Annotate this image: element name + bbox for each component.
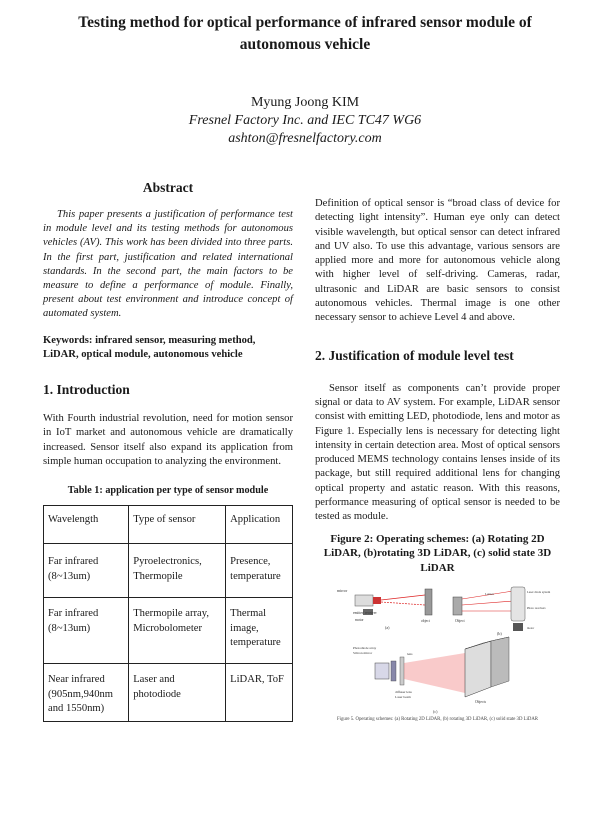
introduction-text: With Fourth industrial revolution, need for motion sensor in IoT market and autonomous vehicle are dramatically increased. Sensor itself also expand its application from simple human occupation to analyzing the environment. [43, 413, 293, 467]
label-emitter-receiver: emitter/ receiver [353, 611, 377, 616]
table-row [44, 544, 293, 598]
optical-sensor-definition-text: Definition of optical sensor is “broad class of device for detecting light intensity”. Human eye only can detect visible wavelength, but optical sensor can detect infrared and UV also. To use this advantage, various sensors are applied more and more for autonomous vehicle along with higher level of self-driving. Cameras, radar, ultrasonic and LiDAR are basic sensors to consist autonomous vehicles. Thermal image is one other necessary sensor to achieve Level 4 and above. [315, 198, 560, 324]
table-cell: Presence, temperature [226, 544, 293, 598]
author-email: ashton@fresnelfactory.com [228, 131, 382, 146]
label-photo-receivers: Photo receivers [527, 606, 546, 611]
scheme-b [453, 587, 551, 636]
table-header-cell: Type of sensor [129, 506, 226, 544]
scheme-c [353, 637, 509, 714]
label-silicon-mirror: Silicon mirror [353, 651, 373, 656]
object-c-side [491, 637, 509, 687]
table-cell: Far infrared (8~13um) [44, 544, 129, 598]
table-header-cell: Wavelength [44, 506, 129, 544]
lens-c [400, 657, 404, 685]
emitter-box [355, 595, 373, 606]
label-lens: lens [407, 652, 413, 657]
table-header-row [44, 506, 293, 544]
table-cell: LiDAR, ToF [226, 664, 293, 722]
table-cell: Pyroelectronics, Thermopile [129, 544, 226, 598]
label-sub-a: (a) [385, 625, 390, 631]
abstract-heading: Abstract [142, 180, 194, 195]
return-beam [381, 602, 425, 605]
sensor-application-table [43, 505, 293, 722]
table-cell: Thermal image, temperature [226, 598, 293, 664]
author-affiliation: Fresnel Factory Inc. and IEC TC47 WG6 [188, 113, 422, 128]
label-motor: motor [355, 618, 364, 623]
label-photodiode-array: Photodiode array [353, 646, 377, 651]
lidar-unit-b [511, 587, 525, 621]
label-motor-b: motor [527, 626, 535, 631]
scheme-a [337, 588, 432, 630]
label-sub-c: (c) [433, 709, 438, 715]
lidar-schemes-figure [315, 581, 560, 721]
paper-title: Testing method for optical performance of infrared sensor module of autonomous vehicle [78, 14, 532, 53]
motor-b [513, 623, 523, 631]
label-sub-b: (b) [497, 631, 502, 637]
table-cell: Near infrared (905nm,940nm and 1550nm) [44, 664, 129, 722]
label-object-b: Object [455, 619, 465, 624]
label-lenses: Lenses [485, 592, 494, 597]
author-name: Myung Joong KIM [250, 95, 360, 110]
table-caption: Table 1: application per type of sensor module [67, 485, 269, 497]
left-column [43, 180, 293, 722]
table-cell: Far infrared (8~13um) [44, 598, 129, 664]
silicon-mirror [391, 661, 396, 681]
section-heading-introduction: 1. Introduction [43, 382, 130, 398]
justification-text: Sensor itself as components can’t provide proper signal or data to AV system. For example, LiDAR sensor consist with emitting LED, photodiode, lens and motor as Figure 1. Especially lens is necessary for detecting light intensity in certain detection area. Most of optical sensors produced MEMS technology contains lenses inside of its package, but still required additional lens for changing optical property and astatic reason. With this reasons, performance measuring of optical sensor is needed to be tested as module. [315, 382, 560, 523]
label-laser-diode: Laser diode system [527, 590, 551, 595]
object-b [453, 597, 462, 615]
right-column [315, 197, 560, 722]
lidar-schemes-diagram [315, 581, 560, 721]
label-diffuser-lens: diffuser lens [395, 690, 412, 695]
object-c-front [465, 641, 491, 697]
laser-beam [381, 595, 425, 600]
abstract-text: This paper presents a justification of performance test in module level and its testing methods for autonomous vehicles (AV). This work has been divided into three parts. In the first part, justification and related international standards. In the second part, the main factors to be measure to define a performance of module. Finally, present about test environment and introduce concept of automated system. [43, 209, 293, 320]
figure-inner-caption: Figure 5. Operating schemes: (a) Rotating 2D LiDAR, (b) rotating 3D LiDAR, (c) solid state 3D LiDAR [336, 717, 539, 723]
photodiode-array [375, 663, 389, 679]
object-a [425, 589, 432, 615]
label-objects: Objects [475, 700, 486, 705]
table-row [44, 664, 293, 722]
table-row [44, 598, 293, 664]
label-object-a: object [421, 619, 430, 624]
table-header-cell: Application [226, 506, 293, 544]
table-cell: Thermopile array, Microbolometer [129, 598, 226, 664]
keywords: Keywords: infrared sensor, measuring method, LiDAR, optical module, autonomous vehicle [43, 334, 256, 360]
author-block [100, 94, 510, 148]
laser-fan [404, 653, 465, 693]
beam-b2 [462, 601, 513, 605]
laser-emitter [373, 597, 381, 604]
section-heading-justification: 2. Justification of module level test [315, 347, 514, 363]
table-cell: Laser and photodiode [129, 664, 226, 722]
label-laser-beam: Laser beam [395, 695, 411, 700]
figure-caption: Figure 2: Operating schemes: (a) Rotating 2D LiDAR, (b)rotating 3D LiDAR, (c) solid state 3D LiDAR [323, 532, 552, 574]
label-mirror: mirror [337, 588, 348, 594]
